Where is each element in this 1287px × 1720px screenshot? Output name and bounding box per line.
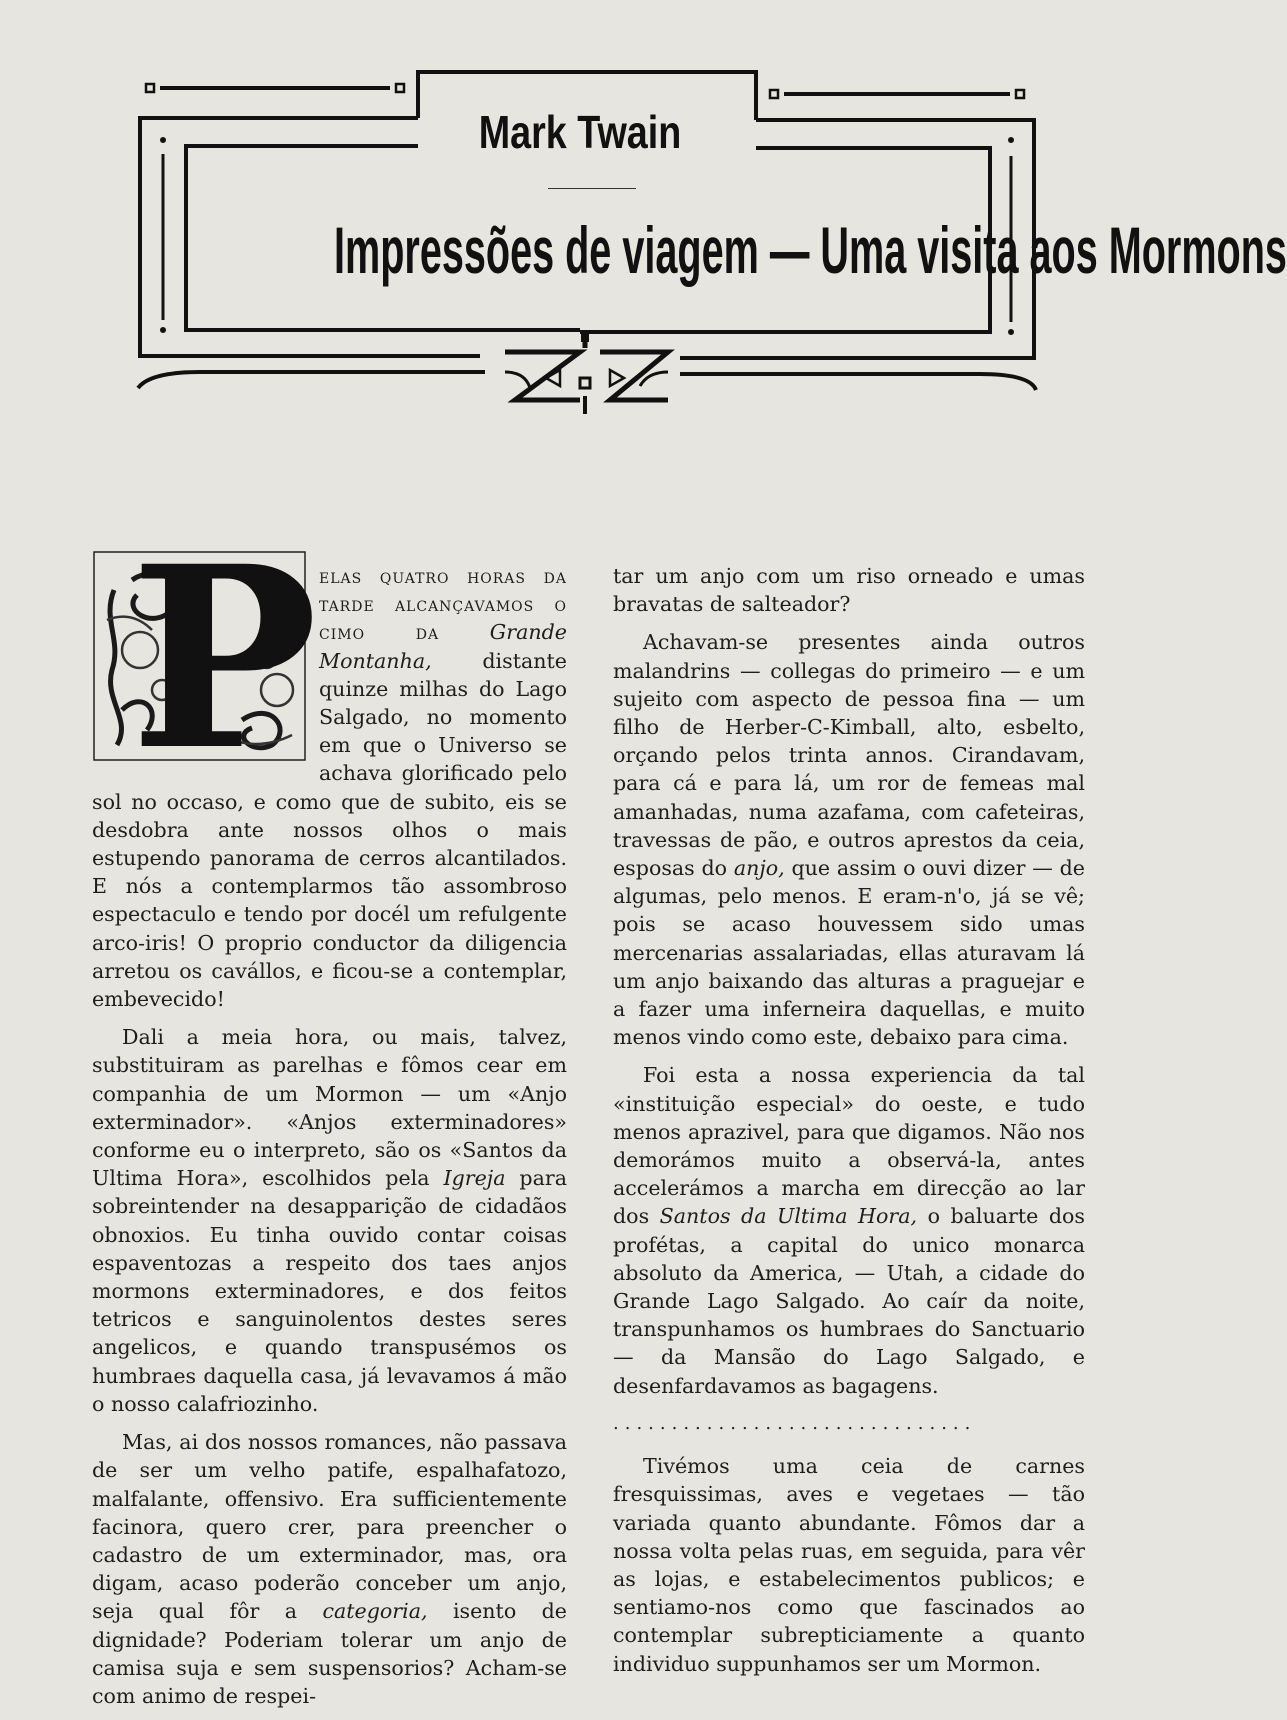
title-divider bbox=[548, 188, 636, 189]
paragraph: P elas quatro horas da tarde alcançavamos o cimo da Grande Montanha, distante quinze milhas do Lago Salgado, no momento em que o Universo se achava glorificado pelo sol no occaso, e como que de subito, eis se desdobra ante nossos olhos o mais estupendo panorama de cerros alcantilados. E nós a contemplarmos tão assombroso espectaculo e tendo por docél um refulgente arco-iris! O proprio conductor da diligencia arretou os cavállos, e ficou-se a contemplar, embevecido! bbox=[92, 511, 567, 1012]
paragraph: Foi esta a nossa experiencia da tal «instituição especial» do oeste, e tudo menos aprazivel, para que digamos. Não nos demorámos muito a observá-la, antes accelerámos a marcha em direcção ao lar dos Santos da Ultima Hora, o baluarte dos profétas, a capital do unico monarca absoluto da America, — Utah, a cidade do Grande Lago Salgado. Ao caír da noite, transpunhamos os humbraes do Sanctuario — da Mansão do Lago Salgado, e desenfardavamos as bagagens. bbox=[613, 1063, 1085, 1398]
paragraph: tar um anjo com um riso orneado e umas bravatas de salteador? bbox=[613, 564, 1085, 617]
paragraph: Dali a meia hora, ou mais, talvez, substituiram as parelhas e fômos cear em companhia de um Mormon — um «Anjo exterminador». «Anjos exterminadores» conforme eu o interpreto, são os «Santos da Ultima Hora», escolhidos pela Igreja para sobreintender na desapparição de cidadãos obnoxios. Eu tinha ouvido contar coisas espaventozas a respeito dos taes anjos mormons exterminadores, e dos feitos tetricos e sanguinolentos destes seres angelicos, e quando transpusémos os humbraes daquella casa, já levavamos á mão o nosso calafriozinho. bbox=[92, 1025, 567, 1416]
article-title: Impressões de viagem — Uma visita aos Mormons bbox=[334, 213, 1287, 287]
section-separator: ............................... bbox=[613, 1412, 977, 1434]
article-header bbox=[0, 0, 1287, 440]
dropcap-letter-glyph: P bbox=[130, 511, 318, 805]
dropcap-p-illustration bbox=[92, 511, 318, 805]
paragraph: Achavam-se presentes ainda outros malandrins — collegas do primeiro — e um sujeito com aspecto de pessoa fina — um filho de Herber-C-Kimball, alto, esbelto, orçando pelos trinta annos. Cirandavam, para cá e para lá, um ror de femeas mal amanhadas, numa azafama, com cafeteiras, travessas de pão, e outros aprestos da ceia, esposas do anjo, que assim o ouvi dizer — de algumas, pelo menos. E eram-n'o, já se vê; pois se acaso houvessem sido umas mercenarias assalariadas, ellas aturavam lá um anjo baixando das alturas a praguejar e a fazer uma inferneira daquellas, e muito menos vindo como este, debaixo para cima. bbox=[613, 630, 1085, 1050]
paragraph: Mas, ai dos nossos romances, não passava de ser um velho patife, espalhafatozo, malfalante, offensivo. Era sufficientemente facinora, quero crer, para preencher o cadastro de um exterminador, mas, ora digam, acaso poderão conceber um anjo, seja qual fôr a categoria, isento de dignidade? Poderiam tolerar um anjo de camisa suja e sem suspensorios? Acham-se com animo de respei- bbox=[92, 1430, 567, 1708]
article-author: Mark Twain bbox=[478, 106, 682, 158]
paragraph: Tivémos uma ceia de carnes fresquissimas, aves e vegetaes — tão variada quanto abundante. Fômos dar a nossa volta pelas ruas, em seguida, para vêr as lojas, e estabelecimentos publicos; e sentiamo-nos como que fascinados ao contemplar subrepticiamente a quanto individuo suppunhamos ser um Mormon. bbox=[613, 1454, 1085, 1676]
ornamental-dropcap bbox=[92, 511, 318, 805]
left-column bbox=[92, 511, 567, 1720]
right-column bbox=[613, 562, 1085, 1688]
